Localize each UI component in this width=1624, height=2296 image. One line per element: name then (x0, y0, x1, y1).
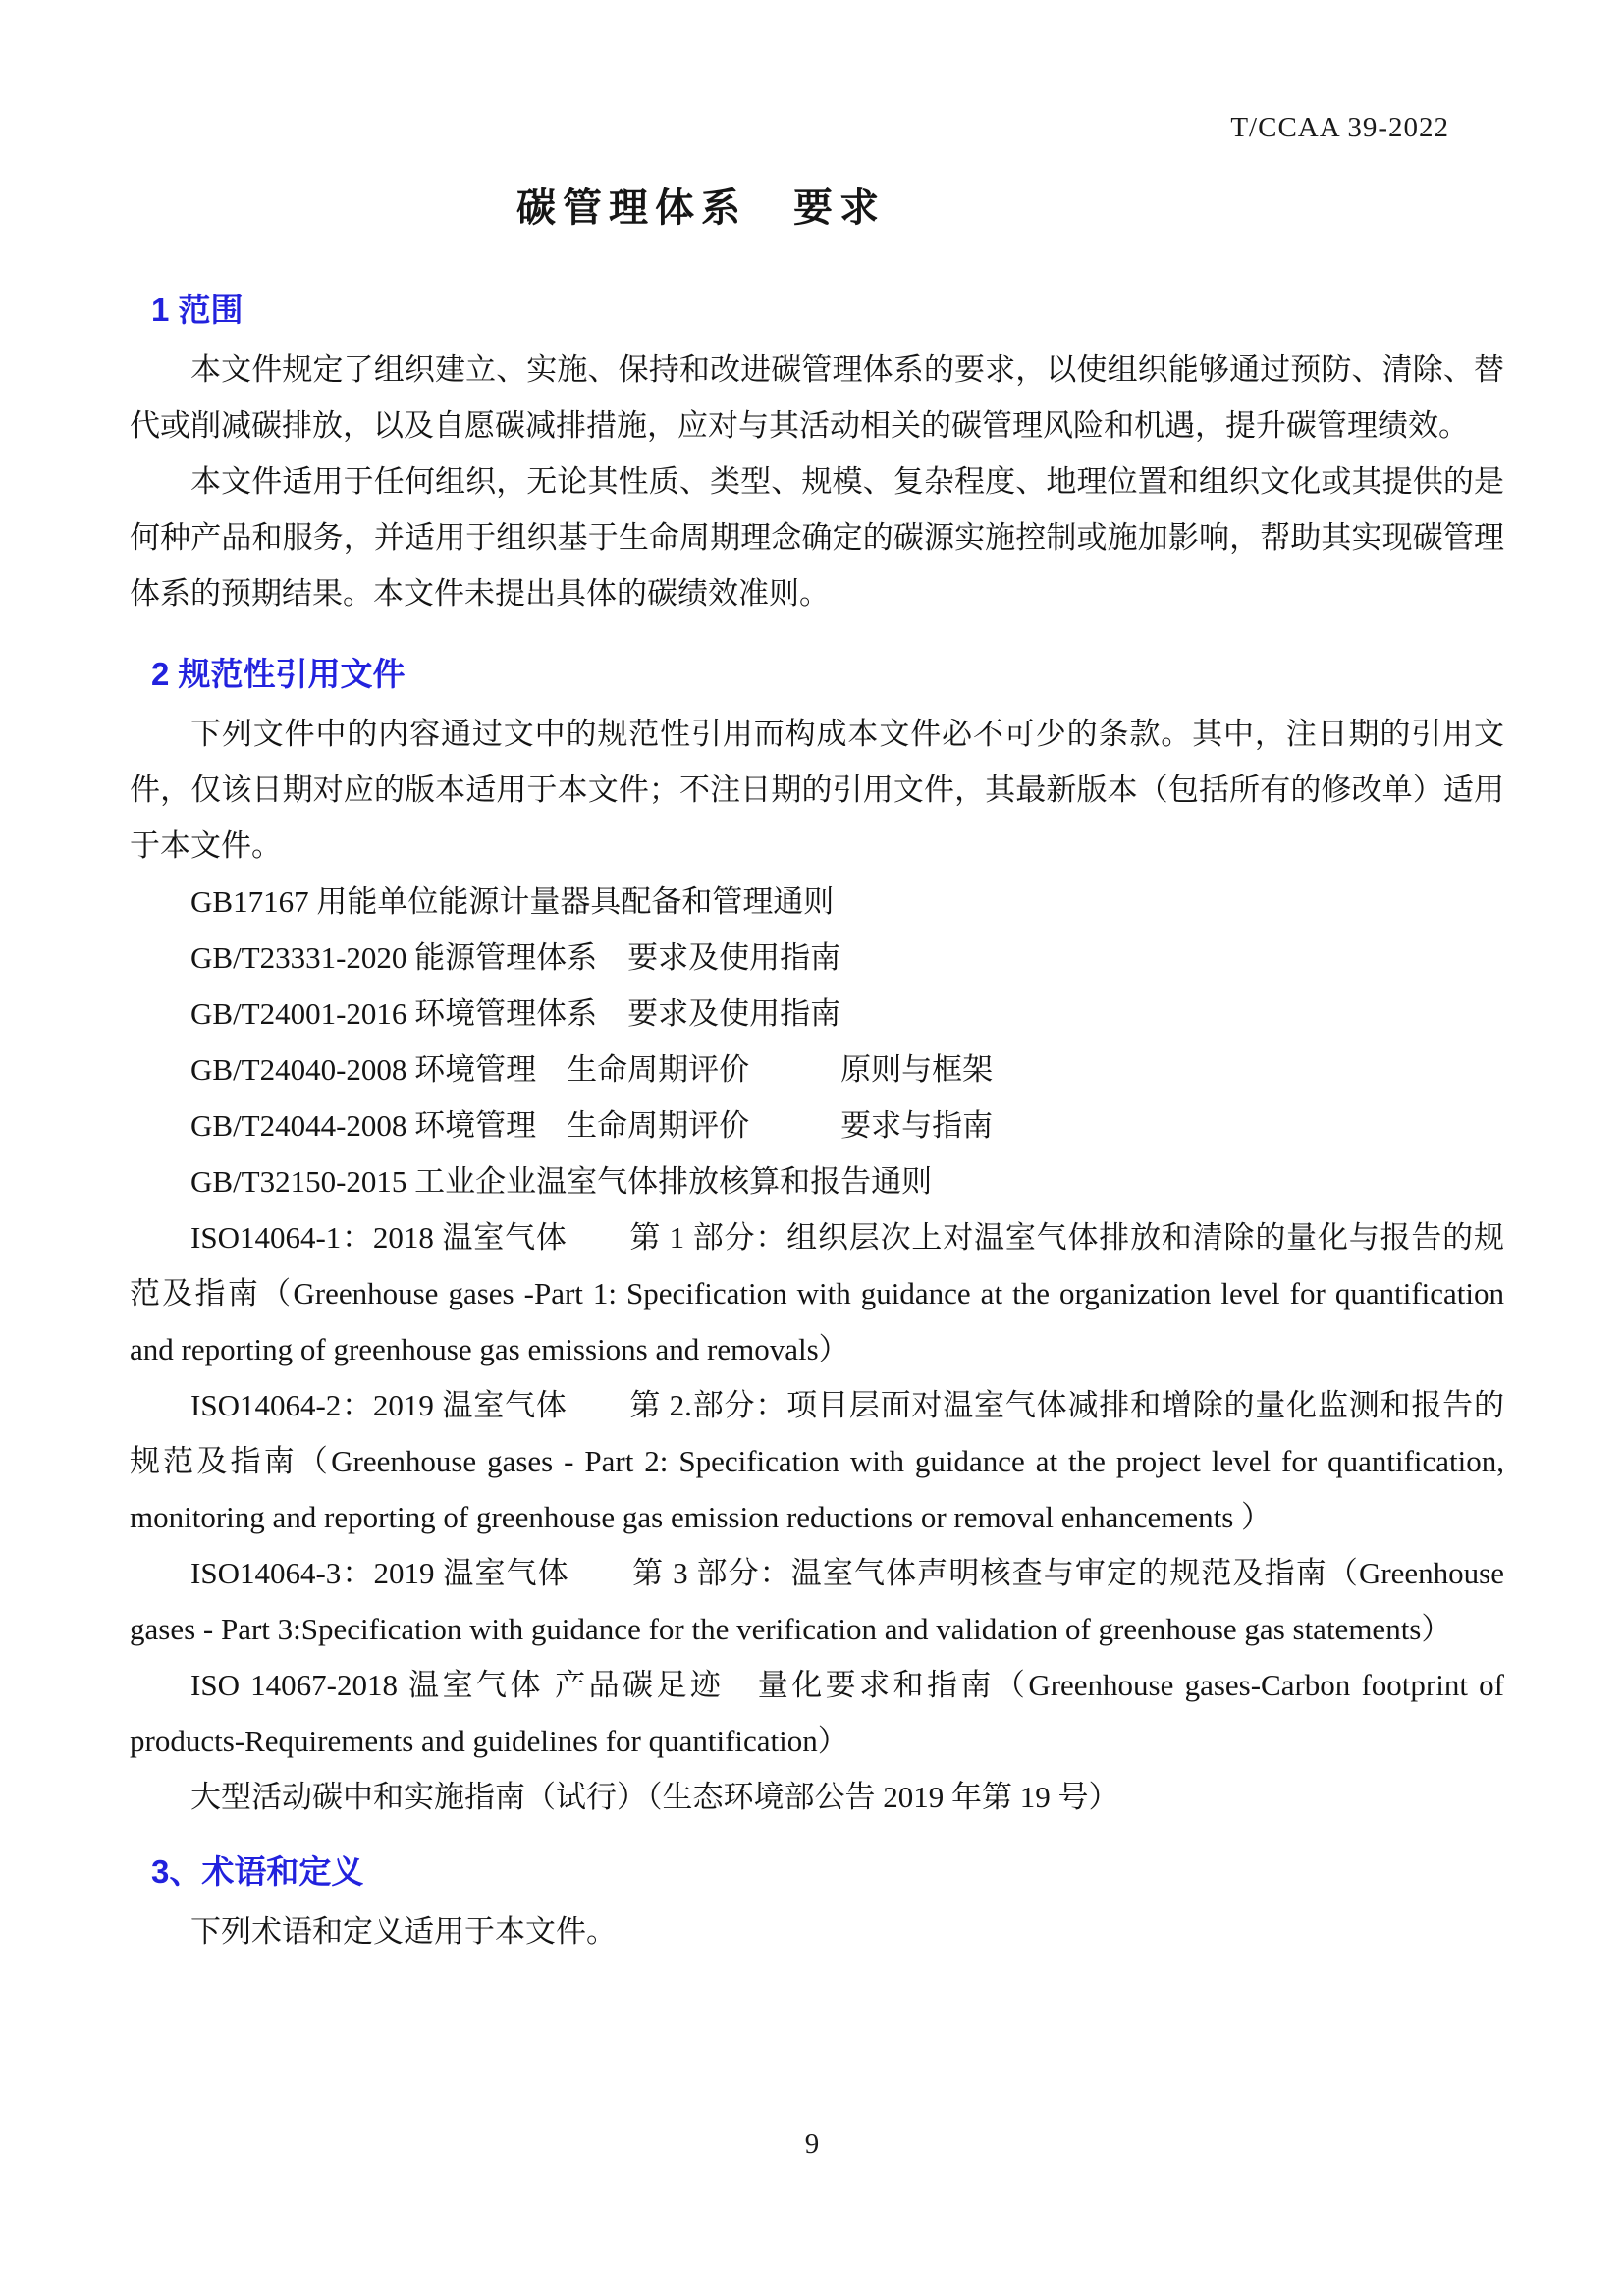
reference-item: GB/T23331-2020 能源管理体系 要求及使用指南 (190, 940, 841, 975)
section-1-heading: 1 范围 (151, 292, 244, 328)
doc-title: 碳管理体系 要求 (516, 187, 886, 230)
reference-item: GB/T24044-2008 环境管理 生命周期评价 要求与指南 (190, 1108, 994, 1143)
reference-item: 大型活动碳中和实施指南（试行）（生态环境部公告 2019 年第 19 号） (190, 1780, 1119, 1814)
section-terms-definitions (130, 1850, 1504, 1959)
doc-code: T/CCAA 39-2022 (1230, 112, 1449, 143)
scope-paragraph-1: 本文件规定了组织建立、实施、保持和改进碳管理体系的要求，以使组织能够通过预防、清除、替代或削减碳排放，以及自愿碳减排措施，应对与其活动相关的碳管理风险和机遇，提升碳管理绩效。 (130, 352, 1504, 443)
reference-item: ISO 14067-2018 温室气体 产品碳足迹 量化要求和指南（Greenhouse gases-Carbon footprint of products-Requirements and guidelines for quantification） (130, 1668, 1504, 1758)
terms-intro-paragraph: 下列术语和定义适用于本文件。 (190, 1914, 617, 1949)
reference-item: ISO14064-1：2018 温室气体 第 1 部分：组织层次上对温室气体排放和清除的量化与报告的规范及指南（Greenhouse gases -Part 1: Specification with guidance at the organization level for quantification and reporting of greenhouse gas emissions and removals） (130, 1220, 1504, 1366)
section-3-heading: 3、术语和定义 (151, 1853, 364, 1890)
scope-paragraph-2: 本文件适用于任何组织，无论其性质、类型、规模、复杂程度、地理位置和组织文化或其提供的是何种产品和服务，并适用于组织基于生命周期理念确定的碳源实施控制或施加影响，帮助其实现碳管理体系的预期结果。本文件未提出具体的碳绩效准则。 (130, 464, 1504, 611)
reference-item: ISO14064-2：2019 温室气体 第 2.部分：项目层面对温室气体减排和增除的量化监测和报告的规范及指南（Greenhouse gases - Part 2: Specification with guidance at the project level for quantification, monitoring and reporting of greenhouse gas emission reductions or removal enhancements ） (130, 1388, 1504, 1534)
references-intro-paragraph: 下列文件中的内容通过文中的规范性引用而构成本文件必不可少的条款。其中，注日期的引用文件，仅该日期对应的版本适用于本文件；不注日期的引用文件，其最新版本（包括所有的修改单）适用于本文件。 (130, 717, 1504, 863)
section-2-heading: 2 规范性引用文件 (151, 656, 406, 692)
section-scope (130, 289, 1504, 621)
reference-item: GB/T24040-2008 环境管理 生命周期评价 原则与框架 (190, 1052, 994, 1087)
reference-item: GB/T32150-2015 工业企业温室气体排放核算和报告通则 (190, 1164, 933, 1199)
page-number: 9 (804, 2128, 820, 2160)
reference-item: ISO14064-3：2019 温室气体 第 3 部分：温室气体声明核查与审定的规范及指南（Greenhouse gases - Part 3:Specification with guidance for the verification and validation of greenhouse gas statements） (130, 1556, 1504, 1646)
section-normative-references (130, 653, 1504, 1825)
reference-item: GB/T24001-2016 环境管理体系 要求及使用指南 (190, 996, 841, 1031)
reference-item: GB17167 用能单位能源计量器具配备和管理通则 (190, 884, 835, 919)
